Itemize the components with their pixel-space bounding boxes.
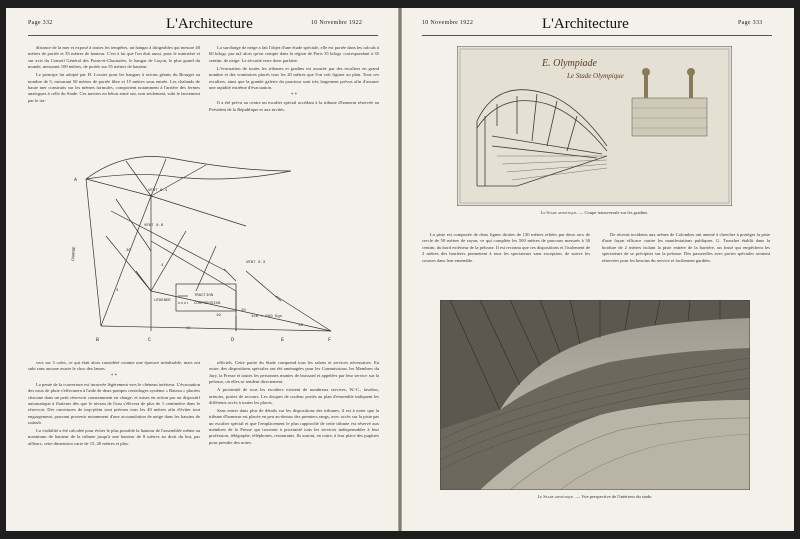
paragraph: La surcharge de neige a fait l'objet d'une étude spéciale, elle est portée dans les calculs à 60 kilogr. par m2 alors qu'on compte dans la région de Paris 35 kilogr. correspondant à 35 centim. de neige. La sécurité reste donc parfaite. <box>209 45 379 63</box>
member-number: 19 <box>216 314 221 318</box>
member-number: 20 <box>241 309 246 313</box>
magazine-spread <box>6 8 794 531</box>
column-1-top <box>28 45 200 140</box>
figure-caption-2 <box>440 494 750 499</box>
column-1 <box>422 232 590 294</box>
drawing-title: E. Olympiade <box>542 58 597 69</box>
caption-text: — Vue perspective de l'intérieur du stade. <box>575 494 653 499</box>
right-page <box>402 8 794 531</box>
caption-title: Le Stade athlétique. <box>537 494 575 499</box>
caption-text: — Coupe transversale sur les gradins. <box>578 210 649 215</box>
paragraph: officiels. Cette partie du Stade comprend tous les salons et services nécessaires. En outre, des dispositions spéciales ont été aménagées pour les Commissions, les Membres du Jury, la Presse et toutes les personnes munies de brassard et appelées par leur service sur la pelouse, où elles se rendent directement. <box>209 360 379 385</box>
paragraph: La piste est composée de deux lignes droites de 130 mètres reliées par deux arcs de cercle de 50 mètres de rayon, ce qui complète les 500 mètres de parcours mesurés à 30 centim. du bord extérieur de la pelouse. Il est reconnu que ces dispositions et l'isolement de 2 mètres des barrières permettent à tous les spectateurs sans exception, de suivre les courses dans leur ensemble. <box>422 232 590 263</box>
node-label: D <box>231 337 235 343</box>
paragraph: Le principe fut adopté par H. Lossier pour les hangars à avions géants du Bourget au nombre de 5, mesurant 50 mètres de portée libre et 15 mètres sous entrée. Les chalands de haute mer construits sur les mêmes formules, comportent notamment à l'arrière des fermes analogues à celle du Stade. Ces navires en béton armé ont, non seulement, subi le lancement par le tra- <box>28 72 200 103</box>
column-2-bottom <box>209 360 379 520</box>
column-2 <box>602 232 770 294</box>
issue-date: 10 Novembre 1922 <box>422 20 474 26</box>
member-number: 3 <box>116 289 119 293</box>
node-label: E <box>281 337 285 343</box>
node-label: A <box>74 177 78 183</box>
section-separator: * * <box>290 92 298 98</box>
load-label: CHARGE <box>72 246 78 262</box>
member-number: 15 <box>186 327 191 331</box>
paragraph: De récents incidents aux arènes de Colombes ont amené à chercher à protéger la piste d'une façon efficace contre les manifestations publiques. G. Tronchet établit dans la bordure de 2 mètres isolant la piste entière de la barrière, un fossé qui empêchera les spectateurs de se précipiter sur la pelouse. Des passerelles avec portes spéciales seraient réservées pour les besoins du service et facilement gardées. <box>602 232 770 263</box>
masthead: L'Architecture <box>166 16 253 32</box>
scale-label: 1cm = 500 Kgs <box>251 315 283 319</box>
paragraph: L'évacuation de toutes les tribunes et gradins est assurée par des escaliers en grand nombre et des vomitoires placés tous les 20 mètres que l'on voit figurer au plan. Tous ces escaliers, ainsi que la grande galerie du pourtour sont très largement prévus afin d'assurer une rapidité extrême d'évacuation. <box>209 65 379 90</box>
paragraph: distance de la mer et exposé à toutes les tempêtes, un hangar à dirigeables qui mesure 40 mètres de portée et 35 mètres de hauteur. C'est à lui que l'on doit aussi, pour le ministère et sur avis du Conseil Général des Ponts-et-Chaussées, le hangar de Luçon, le plus grand du monde, mesurant 100 mètres, de portée sur 55 mètres de hauteur. <box>28 45 200 70</box>
caption-title: Le Stade athlétique. <box>540 210 578 215</box>
cross-section-drawing <box>457 46 732 206</box>
legend-traction: TRACTION <box>194 294 214 298</box>
drawing-subtitle: Le Stade Olympique <box>567 72 624 80</box>
section-separator: * * <box>110 374 118 380</box>
load-label: VENT 0.4 <box>148 189 168 193</box>
node-label: B <box>96 337 100 343</box>
member-number: 30 <box>126 249 131 253</box>
load-label: VENT 0.3 <box>246 261 266 265</box>
page-number: Page 332 <box>28 20 53 26</box>
column-2-top <box>209 45 379 140</box>
legend-title: LÉGENDE <box>154 299 171 303</box>
issue-date: 10 Novembre 1922 <box>311 20 363 26</box>
paragraph: La pente de la couverture est incurvée légèrement vers le chéneau intérieur. L'évacuation des eaux de pluie s'effectuera à l'aide de deux pompes centrifuges système « Rateau » placées chacune dans un petit réservoir constamment en charge, et mises en action par un dispositif automatique à flotteurs dès que le niveau de l'eau s'élèvera de plus de 1 centimètre dans le réservoir. Des ouvertures de trop-plein sont prévues tous les 40 mètres afin d'éviter tout engorgement, pouvant provenir notamment d'une accumulation de neige dans les bassins de radoub. <box>28 381 200 426</box>
paragraph: Sans entrer dans plus de détails sur les dispositions des tribunes, il est à noter que la tribune d'honneur est placée en peu au-dessus des premiers rangs, avec accès sur la piste par un escalier spécial et que l'emplacement le plus rapproché de cette tribune est réservé aux membres de la Presse qui trouvent à proximité tous les services indispensables à leur profession, télégraphe, téléphones, restaurants. Ils auront, en outre, à leur place des pupitres pour prendre des notes. <box>209 407 379 445</box>
node-label: C <box>148 337 152 343</box>
member-number: 13 <box>298 324 303 328</box>
figure-caption-1 <box>457 210 732 215</box>
left-page <box>6 8 398 531</box>
truss-force-diagram <box>66 141 346 356</box>
legend-compression: COMPRESSION <box>194 302 221 306</box>
stadium-perspective-drawing <box>440 300 750 490</box>
node-label: F <box>328 337 332 343</box>
paragraph: A proximité de tous les escaliers existent de nombreux services, W.-C., lavabos, urinoirs, postes de secours. Les disques de couleur portés au plan d'ensemble indiquent les différents accès à toutes les places. <box>209 387 379 405</box>
member-number: 4 <box>161 264 164 268</box>
load-label: VENT 0.8 <box>144 224 164 228</box>
column-1-bottom <box>28 360 200 520</box>
page-number: Page 333 <box>738 20 763 26</box>
header-rule <box>422 35 772 36</box>
header-rule <box>28 35 378 36</box>
paragraph: Il a été prévu au centre un escalier spécial accédant à la tribune d'honneur réservée au Président de la République et aux invités. <box>209 100 379 112</box>
paragraph: La visibilité a été calculée pour éviter le plus possible la hauteur de l'assemblée même au maximum de hauteur de la tribune jusqu'à une hauteur de 8 mètres au droit du but, par ailleurs, cette dimension varie de 15, 20 mètres et plus. <box>28 428 200 446</box>
masthead: L'Architecture <box>542 16 629 32</box>
paragraph: vers sur 3 cales, ce qui était alors considéré comme une épreuve irréalisable, mais ont subi sans aucune avarie le choc des lames. <box>28 360 200 372</box>
